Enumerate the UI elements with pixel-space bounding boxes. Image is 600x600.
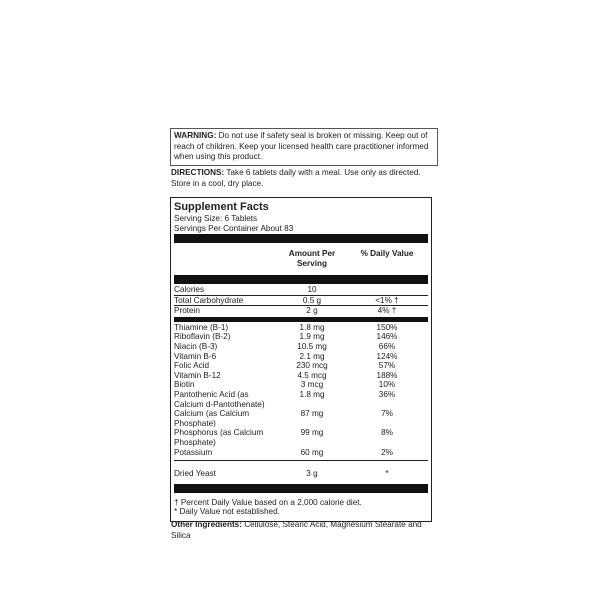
nutrient-name: Niacin (B-3) xyxy=(174,341,218,351)
nutrient-dv: 10% xyxy=(378,380,396,390)
servings-per-container: Servings Per Container About 83 xyxy=(174,223,294,233)
nutrient-name: Phosphorus (as Calcium Phosphate) xyxy=(174,428,264,447)
nutrient-name: Folic Acid xyxy=(174,361,210,371)
nutrient-name: Biotin xyxy=(174,380,195,390)
other-ingredients-label: Other Ingredients: xyxy=(171,520,242,529)
footnote-dv: † Percent Daily Value based on a 2,000 calorie diet. xyxy=(174,497,362,507)
serving-size: Serving Size: 6 Tablets xyxy=(174,214,258,223)
nutrient-rows xyxy=(174,323,428,457)
thick-divider xyxy=(174,275,428,284)
nutrient-amount: 99 mg xyxy=(300,428,324,438)
amount-header: Amount Per Serving xyxy=(288,249,336,268)
other-ingredients xyxy=(171,520,433,541)
nutrient-amount: 87 mg xyxy=(300,409,324,419)
warning-text: Do not use if safety seal is broken or missing. Keep out of reach of children. Keep your licensed health care practitioner informed when using this product. xyxy=(174,131,429,161)
nutrient-amount: 10.5 mg xyxy=(297,341,327,351)
nutrient-row xyxy=(174,380,428,390)
nutrient-name: Vitamin B-12 xyxy=(174,370,221,380)
nutrient-dv: <1% † xyxy=(375,295,399,305)
nutrient-row xyxy=(174,285,428,296)
thick-divider xyxy=(174,484,428,493)
nutrient-dv: 150% xyxy=(376,322,398,332)
nutrient-row xyxy=(174,371,428,381)
directions-text: Take 6 tablets daily with a meal. Use only as directed. Store in a cool, dry place. xyxy=(171,168,421,188)
nutrient-name: Thiamine (B-1) xyxy=(174,322,229,332)
nutrient-amount: 3 g xyxy=(306,469,318,479)
nutrient-amount: 1.8 mg xyxy=(299,389,325,399)
nutrient-dv: * xyxy=(385,469,389,479)
nutrient-dv: 36% xyxy=(378,389,396,399)
nutrient-row xyxy=(174,428,428,447)
nutrient-amount: 230 mcg xyxy=(296,361,328,371)
nutrient-name: Riboflavin (B-2) xyxy=(174,332,231,342)
nutrient-amount: 10 xyxy=(307,285,317,294)
nutrient-row-dried-yeast xyxy=(174,469,428,479)
macro-rows xyxy=(174,285,428,316)
nutrient-amount: 2.1 mg xyxy=(299,351,325,361)
nutrient-dv: 4% † xyxy=(377,306,397,316)
other-ingredients-text: Cellulose, Stearic Acid, Magnesium Stearate and Silica xyxy=(171,520,422,540)
nutrient-name: Vitamin B-6 xyxy=(174,351,217,361)
column-header-row xyxy=(174,244,428,274)
nutrient-amount: 3 mcg xyxy=(300,380,324,390)
nutrient-amount: 2 g xyxy=(306,306,318,316)
warning-box xyxy=(170,128,438,166)
directions-block xyxy=(171,168,433,189)
nutrient-row xyxy=(174,342,428,352)
nutrient-row xyxy=(174,361,428,371)
nutrient-row xyxy=(174,390,428,409)
nutrient-amount: 60 mg xyxy=(300,447,324,457)
nutrient-row xyxy=(174,306,428,316)
nutrient-row xyxy=(174,352,428,362)
thick-divider xyxy=(174,317,428,322)
thick-divider xyxy=(174,234,428,243)
nutrient-name: Potassium xyxy=(174,447,213,457)
nutrient-row xyxy=(174,296,428,307)
nutrient-name: Pantothenic Acid (as Calcium d-Pantothenate) xyxy=(174,389,265,409)
supplement-facts-panel xyxy=(170,197,432,522)
nutrient-row xyxy=(174,332,428,342)
nutrient-row xyxy=(174,448,428,458)
footnote-not-established: * Daily Value not established. xyxy=(174,507,280,517)
warning-label: WARNING: xyxy=(174,131,217,140)
daily-value-header: % Daily Value xyxy=(360,249,414,259)
nutrient-dv: 57% xyxy=(378,361,396,371)
nutrient-amount: 1.8 mg xyxy=(299,322,325,332)
nutrient-name: Calcium (as Calcium Phosphate) xyxy=(174,409,250,428)
facts-title: Supplement Facts xyxy=(174,201,269,213)
nutrient-name: Calories xyxy=(174,285,205,294)
nutrient-name: Total Carbohydrate xyxy=(174,295,244,305)
directions-label: DIRECTIONS: xyxy=(171,168,225,177)
nutrient-amount: 4.5 mcg xyxy=(297,370,327,380)
nutrient-dv: 66% xyxy=(378,341,396,351)
nutrient-dv: 146% xyxy=(376,332,398,342)
nutrient-dv: 8% xyxy=(381,428,393,438)
nutrient-dv: 2% xyxy=(381,447,393,457)
nutrient-dv: 124% xyxy=(376,351,398,361)
nutrient-dv: 188% xyxy=(376,370,398,380)
nutrient-row xyxy=(174,409,428,428)
nutrient-name: Protein xyxy=(174,306,200,316)
nutrient-amount: 0.5 g xyxy=(302,295,322,305)
nutrient-name: Dried Yeast xyxy=(174,469,216,479)
nutrient-amount: 1.9 mg xyxy=(299,332,325,342)
nutrient-row xyxy=(174,323,428,333)
nutrient-dv: 7% xyxy=(381,409,393,419)
